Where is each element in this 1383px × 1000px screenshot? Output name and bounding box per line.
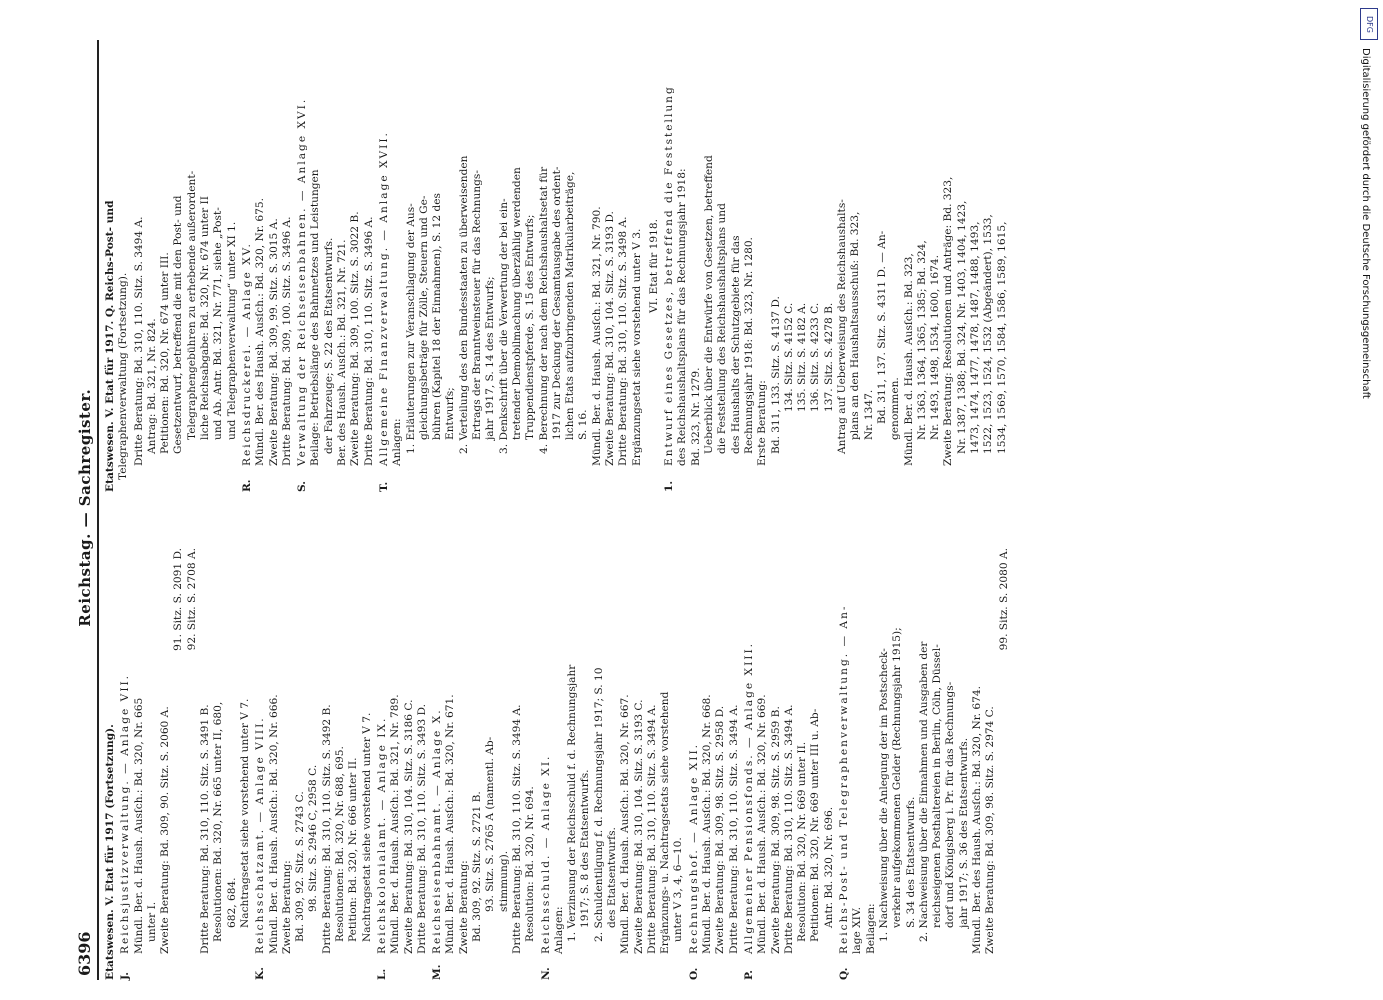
entry-line: Bd. 323, Nr. 1279. [689,367,702,466]
entry-line: Ergänzungsetat siehe vorstehend unter V 3. [630,228,643,466]
entry-line: Zweite Beratung: Bd. 309, 99. Sitz. S. 3015 A. [267,218,280,466]
entry-line: Zweite Beratung: Bd. 310, 104. Sitz. S. 3193 C. [632,699,645,954]
entry-line: Dritte Beratung: Bd. 310, 110. Sitz. S. 3493 D. [415,703,428,954]
dfg-logo: DFG [1360,8,1378,40]
section-R [241,40,294,492]
entry-line: Nr. 1347. [862,389,875,440]
entry-line: 99. Sitz. S. 2080 A. [997,548,1010,651]
entry-line: Rechnungsjahr 1918: Bd. 323, Nr. 1280. [742,237,755,454]
entry-line: 1473, 1474, 1477, 1478, 1487, 1488, 1493, [969,221,981,454]
entry-line: Antrag: Bd. 321, Nr. 824. [145,318,158,454]
entry-line: S. 16. [577,409,590,440]
entry-line: Mündl. Ber. des Haush. Ausſch.: Bd. 320, Nr. 674. [971,686,983,954]
entry-title: Verwaltung der Reichseisenbahnen. — Anlage XVI. [296,97,309,466]
entry-line: Mündl. Ber. d. Haush. Ausſch.: Bd. 320, Nr. 665 [132,697,145,954]
entry-line: bühren (Kapitel 18 der Einnahmen), S. 12 des [431,193,444,440]
column-right [104,40,1340,492]
entry-line: des Etatsentwurfs. [605,827,618,928]
entry-line: Dritte Beratung: Bd. 310, 110. Sitz. S. 3494 A. [727,704,740,954]
entry-line: 137. Sitz. S. 4278 B. [822,302,835,412]
entry-line: 135. Sitz. S. 4182 A. [796,302,809,412]
section-Q [838,528,1011,980]
entry-line: Dritte Beratung: Bd. 310, 110. Sitz. S. 3491 B. [199,704,212,954]
entry-line: 91. Sitz. S. 2091 D. [172,548,185,651]
dfg-stamp [1358,8,1380,992]
entry-line: und Telegraphenverwaltung“ unter XI 1. [225,221,238,440]
entry-line: 98. Sitz. S. 2946 C, 2958 C. [307,764,320,912]
entry-line: reichseigenen Posthaltereien in Berlin, Cöln, Düssel- [931,644,944,928]
entry-line: Nachtragsetat siehe vorstehend unter V 7. [238,698,251,928]
section-letter: T. [377,481,390,492]
section-letter: S. [296,481,309,492]
entry-line: lage XIV. [851,906,864,954]
entry-line: Zweite Beratung: Bd. 310, 104. Sitz. S. 3186 C. [402,699,415,954]
entry-line: Nr. 1387, 1388; Bd. 324, Nr. 1403, 1404, 1423, [955,200,968,454]
entry-line: Zweite Beratung: [280,860,293,954]
entry-line: 1. Nachweisung über die Anlegung der im Postscheck- [877,648,890,942]
entry-line: Zweite Beratung: Bd. 309, 98. Sitz. S. 2959 B. [769,706,782,954]
section-letter: O. [687,967,700,980]
column-heading: Etatswesen. V. Etat für 1917. Q. Reichs-Post- und [104,200,116,492]
entry-line: die Feststellung des Reichshaushaltsplans und [716,203,729,454]
two-columns [104,40,1340,980]
entry-line: 1917; S. 8 des Etatsentwurfs. [579,769,592,928]
entry-line: Bd. 309, 92. Sitz. S. 2721 B. [471,791,484,942]
entry-line: Mündl. Ber. d. Haush. Ausſch.: Bd. 320, Nr. 671. [444,694,457,954]
section-M [431,528,537,980]
entry-line: Zweite Beratung: Bd. 310, 104. Sitz. S. 3193 D. [603,211,616,466]
section-letter: K. [254,967,267,980]
entry-line: Anlagen: [552,906,565,954]
entry-title: Reichsschatzamt. — Anlage VIII. [254,716,267,954]
entry-line: Mündl. Ber. d. Haush. Ausſch.: Bd. 320, Nr. 668. [701,694,714,954]
section-letter: M. [431,964,444,980]
entry-line: Anlagen: [391,418,404,466]
entry-line: S. 34 des Etatsentwurfs. [904,796,917,928]
entry-line: Dritte Beratung: Bd. 310, 110. Sitz. S. 3496 A. [362,216,375,466]
section-S [296,40,376,492]
entry-line: Petition: Bd. 320, Nr. 666 unter II. [347,757,360,942]
entry-line: Ergänzungs- u. Nachtragsetats siehe vorstehend [659,691,672,954]
entry-line: Resolution: Bd. 320, Nr. 669 unter II. [796,741,809,942]
entry-line: liche Reichsabgabe: Bd. 320, Nr. 674 unter II [199,196,212,440]
entry-line: Mündl. Ber. d. Haush. Ausſch.: Bd. 320, Nr. 669. [756,694,769,954]
entry-line: des Reichshaushaltsplans für das Rechnungsjahr 1918: [676,168,689,466]
entry-line: Dritte Beratung: Bd. 310, 110. Sitz. S. 3494 A. [132,216,145,466]
entry-line: Mündl. Ber. d. Haush. Ausſch.: Bd. 321, Nr. 790. [590,206,603,466]
section-letter: N. [539,967,552,980]
entry-line: Telegraphengebühren zu erhebende außerordent- [185,170,198,440]
page-title: Reichstag. — Sachregister. [76,388,94,627]
entry-line: Beilage: Betriebslänge des Bahnnetzes und Leistungen [309,169,322,466]
section-K [254,528,374,980]
entry-line: Gesetzentwurf, betreffend die mit den Post- und [172,195,185,454]
section-letter: L. [375,968,388,980]
entry-line: dorf und Königsberg i. Pr. für das Rechnungs- [944,681,957,928]
column-heading: Etatswesen. V. Etat für 1917 (Fortsetzung). [104,724,116,980]
entry-line: 2. Schuldentilgung f. d. Rechnungsjahr 1917; S. 10 [592,667,605,942]
entry-line: 1534, 1569, 1570, 1584, 1586, 1589, 1615, [995,221,1008,454]
entry-line: tretender Demobilmachung überzählig werdenden [510,167,523,440]
entry-line: und Ab. Antr. Bd. 321, Nr. 771, siehe „Post- [212,207,225,440]
entry-line: Mündl. Ber. des Haush. Ausſch.: Bd. 320, Nr. 675. [254,198,267,466]
entry-line: Erste Beratung: [756,380,769,466]
entry-line: 2. Verteilung des den Bundesstaaten zu überweisenden [457,155,470,454]
entry-title: Rechnungshof. — Anlage XII. [687,742,700,954]
entry-line: unter I. [145,901,158,942]
entry-title: Reichs-Post- und Telegraphenverwaltung. — An- [838,604,851,954]
entry-line: Nr. 1363, 1364, 1365, 1385; Bd. 324, [915,240,928,440]
entry-line: Mündl. Ber. d. Haush. Ausſch.: Bd. 320, Nr. 667. [619,694,632,954]
section-Q-continued [133,40,239,492]
item-number: 1. [663,480,676,492]
entry-line: 4. Berechnung der nach dem Reichshaushaltsetat für [537,166,550,454]
entry-line: Resolutionen: Bd. 320, Nr. 688, 695. [334,746,347,942]
entry-line: Zweite Beratung: [457,860,470,954]
entry-line: Nachtragsetat siehe vorstehend unter V 7. [360,712,373,942]
entry-title: Entwurf eines Gesetzes, betreffend die Feststellung [663,85,676,466]
section-letter: P. [742,970,755,980]
entry-line: gleichungsbeträge für Zölle, Steuern und Ge- [417,195,430,440]
entry-line: plans an den Haushaltsausschuß: Bd. 323, [849,211,862,440]
entry-line: 93. Sitz. S. 2765 A (namentl. Ab- [484,736,497,912]
entry-title: Reichskolonialamt. — Anlage IX. [375,716,388,954]
entry-line: lichen Etats aufzubringenden Matrikularbeiträge, [564,171,577,440]
page-content [60,40,1340,980]
entry-line: der Fahrzeuge; S. 22 des Etatsentwurfs. [322,237,335,454]
entry-line: Nr. 1493, 1498, 1534, 1600, 1674. [929,254,942,440]
entry-line: Beilagen: [864,903,877,954]
entry-line: Dritte Beratung: Bd. 310, 110. Sitz. S. 3492 B. [320,704,333,954]
entry-line: Entwurfs; [444,387,457,440]
entry-line: Petitionen: Bd. 320, Nr. 669 unter III u. Ab- [809,708,822,942]
entry-line: Zweite Beratung: Resolutionen und Anträge: Bd. 323, [942,176,955,466]
entry-line: Dritte Beratung: Bd. 310, 110. Sitz. S. 3494 A. [645,704,658,954]
entry-line: stimmung). [497,850,510,912]
entry-line: 3. Denkschrift über die Verwertung der bei ein- [497,198,510,454]
entry-line: Resolution: Bd. 320, Nr. 694. [524,786,537,942]
entry-line: verkehr aufgekommenen Gelder (Rechnungsjahr 1915); [891,627,904,928]
entry-line: 1. Verzinsung der Reichsschuld f. d. Rechnungsjahr [566,664,579,942]
entry-line: Mündl. Ber. d. Haush. Ausſch.: Bd. 320, Nr. 666. [267,694,280,954]
entry-line: 1917 zur Deckung der Gesamtausgabe des ordent- [550,166,563,440]
entry-line: Antrag auf Ueberweisung des Reichshaushalts- [836,199,849,454]
entry-line: Bd. 311, 133. Sitz. S. 4137 D. [769,296,782,454]
entry-line: Petitionen: Bd. 320, Nr. 674 unter III. [159,252,172,454]
entry-line: Truppendienstpferde, S. 15 des Entwurfs; [524,214,537,440]
entry-line: Ber. des Haush. Ausſch.: Bd. 321, Nr. 721. [336,239,349,466]
entry-line: 1522, 1523, 1524, 1532 (Abgeändert), 1533, [982,214,995,454]
page-header [60,40,99,980]
entry-line: unter V 3, 4, 6—10. [672,837,685,942]
entry-line: jahr 1917, S. 14 des Entwurfs; [484,276,497,440]
entry-line: 134. Sitz. S. 4152 C. [782,302,795,412]
entry-line: Bd. 311, 137. Sitz. S. 4311 D. — An- [875,230,888,424]
entry-line: 682, 684. [225,877,238,928]
subsection-title: VI. Etat für 1918. [647,219,660,314]
section-letter: Q. [838,967,851,980]
section-letter: R. [240,479,253,492]
entry-line: Zweite Beratung: Bd. 309, 98. Sitz. S. 2974 C. [984,706,997,954]
section-O [688,528,741,980]
section-VI-1 [663,40,1009,492]
entry-line: Dritte Beratung: Bd. 310, 110. Sitz. S. 3498 A. [617,216,630,466]
entry-line: Dritte Beratung: Bd. 310, 110. Sitz. S. 3494 A. [782,704,795,954]
entry-line: Dritte Beratung: Bd. 309, 100. Sitz. S. 3496 A. [280,216,293,466]
section-L [376,528,429,980]
entry-line: 1. Erläuterungen zur Veranschlagung der Aus- [404,203,417,454]
entry-title: Reichsschuld. — Anlage XI. [539,754,552,954]
entry-line: Zweite Beratung: Bd. 309, 90. Sitz. S. 2060 A. [159,706,172,954]
entry-line: Mündl. Ber. d. Haush. Ausſch.: Bd. 323, [902,253,915,466]
entry-title: Allgemeine Finanzverwaltung. — Anlage XVII. [377,131,390,466]
entry-line: genommen. [889,377,902,440]
entry-line: Ueberblick über die Entwürfe von Gesetzen, betreffend [703,155,716,454]
column-heading-cont: Telegraphenverwaltung (Fortsetzung). [117,272,130,480]
entry-line: Resolutionen: Bd. 320, Nr. 665 unter II, 680, [212,701,225,942]
section-P [743,528,836,980]
section-N [540,528,686,980]
entry-line: des Haushalts der Schutzgebiete für das [729,235,742,454]
entry-title: Reichsjustizverwaltung. — Anlage VII. [119,673,132,954]
entry-line: Mündl. Ber. d. Haush. Ausſch.: Bd. 321, Nr. 789. [389,694,402,954]
section-J [119,528,252,980]
entry-line: Ertrags der Branntweinsteuer für das Rechnungs- [471,170,484,440]
entry-line: Bd. 309, 92. Sitz. S. 2743 C. [294,791,307,942]
entry-line: Zweite Beratung: Bd. 309, 98. Sitz. S. 2958 D. [714,705,727,954]
section-T [378,40,644,492]
entry-line: 2. Nachweisung über die Einnahmen und Ausgaben der [917,641,930,942]
column-left [104,528,1340,980]
entry-line: Antr. Bd. 320, Nr. 696. [822,806,835,928]
section-letter: J. [119,972,132,980]
entry-title: Reichsdruckerei. — Anlage XV. [240,242,253,466]
entry-line: jahr 1917; S. 36 des Etatsentwurfs. [957,737,970,928]
entry-line: 92. Sitz. S. 2708 A. [185,548,198,651]
page-number: 6396 [75,931,94,976]
dfg-funding-note: Digitalisierung gefördert durch die Deutsche Forschungsgemeinschaft [1360,48,1371,399]
entry-line: 136. Sitz. S. 4233 C. [809,302,822,412]
entry-line: Dritte Beratung: Bd. 310, 110. Sitz. S. 3494 A. [510,704,523,954]
entry-title: Reichseisenbahnamt. — Anlage X. [431,708,444,954]
entry-line: Zweite Beratung: Bd. 309, 100. Sitz. S. 3022 B. [349,211,362,466]
entry-title: Allgemeiner Pensionsfonds. — Anlage XIII. [742,641,755,954]
